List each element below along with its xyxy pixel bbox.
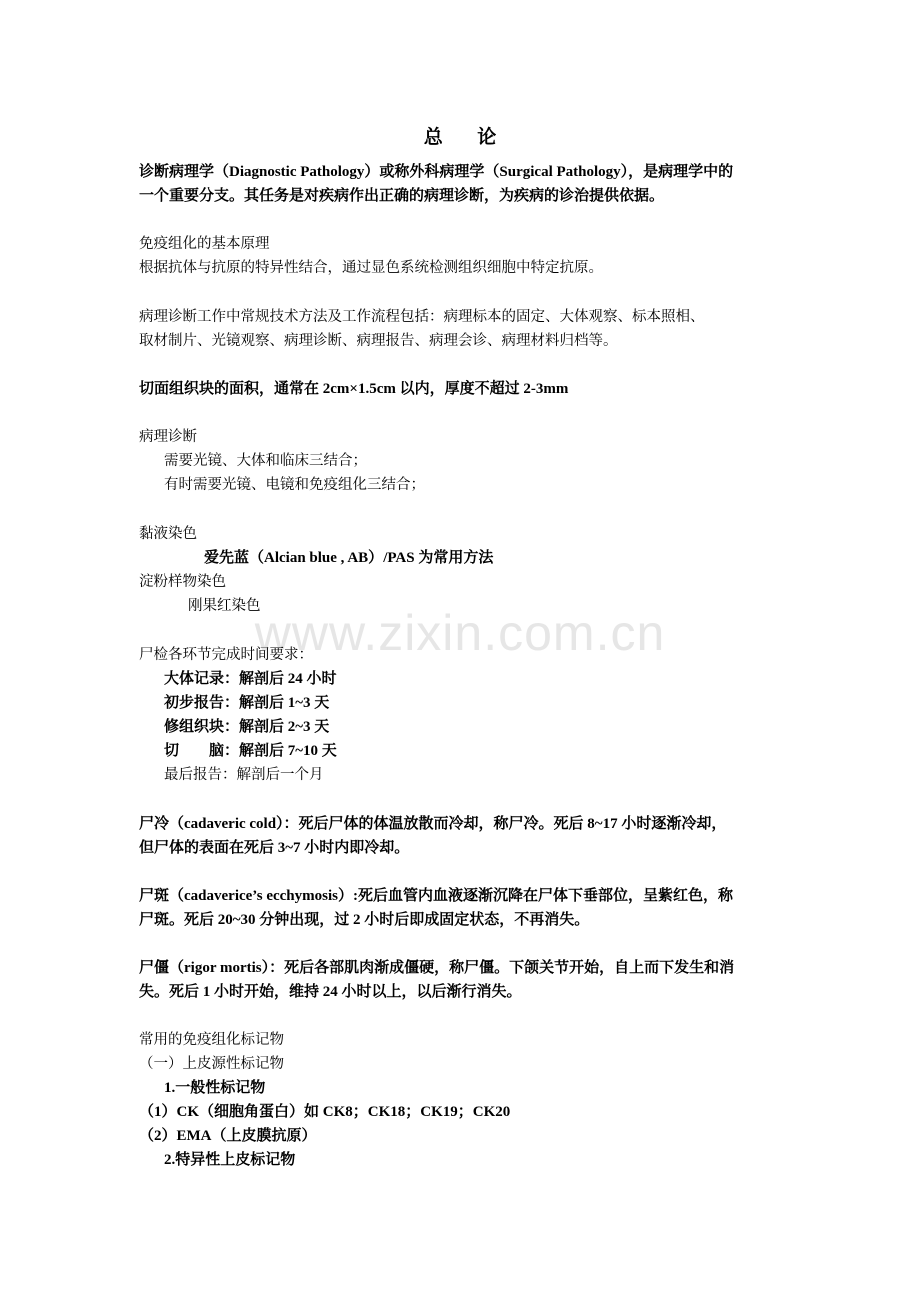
autopsy-item: 初步报告：解剖后 1~3 天	[164, 695, 330, 711]
diagnosis-heading: 病理诊断	[139, 429, 197, 445]
watermark: www.zixin.com.cn	[254, 605, 666, 661]
diagnosis-item-2: 有时需要光镜、电镜和免疫组化三结合；	[164, 477, 425, 493]
mucin-stain-heading: 黏液染色	[139, 526, 197, 542]
autopsy-item: 大体记录：解剖后 24 小时	[164, 671, 337, 687]
workflow-line-1: 病理诊断工作中常规技术方法及工作流程包括：病理标本的固定、大体观察、标本照相、	[139, 309, 705, 325]
immuno-principle-heading: 免疫组化的基本原理	[139, 236, 270, 252]
diagnosis-item-1: 需要光镜、大体和临床三结合；	[164, 453, 367, 469]
amyloid-stain-heading: 淀粉样物染色	[139, 574, 226, 590]
markers-general: 1.一般性标记物	[164, 1080, 266, 1096]
page-title: 总 论	[423, 126, 511, 148]
autopsy-item: 修组织块：解剖后 2~3 天	[164, 719, 330, 735]
workflow-line-2: 取材制片、光镜观察、病理诊断、病理报告、病理会诊、病理材料归档等。	[139, 333, 618, 349]
markers-sub-epithelial: （一）上皮源性标记物	[139, 1056, 284, 1072]
amyloid-stain-method: 刚果红染色	[188, 598, 261, 614]
intro-line-1: 诊断病理学（Diagnostic Pathology）或称外科病理学（Surgical Pathology），是病理学中的	[139, 164, 734, 180]
marker-ck: （1）CK（细胞角蛋白）如 CK8；CK18；CK19；CK20	[139, 1104, 511, 1120]
cadaveric-cold-line-1: 尸冷（cadaveric cold）：死后尸体的体温放散而冷却，称尸冷。死后 8~17 小时逐渐冷却，	[139, 816, 727, 832]
mucin-stain-method: 爱先蓝（Alcian blue , AB）/PAS 为常用方法	[204, 550, 494, 566]
ecchymosis-line-1: 尸斑（cadaverice’s ecchymosis）:死后血管内血液逐渐沉降在尸体下垂部位，呈紫红色，称	[139, 888, 733, 904]
rigor-mortis-line-1: 尸僵（rigor mortis）：死后各部肌肉渐成僵硬，称尸僵。下颌关节开始，自上而下发生和消	[139, 960, 735, 976]
autopsy-heading: 尸检各环节完成时间要求：	[139, 647, 313, 663]
tissue-block-text: 切面组织块的面积，通常在 2cm×1.5cm 以内，厚度不超过 2-3mm	[139, 381, 569, 397]
rigor-mortis-line-2: 失。死后 1 小时开始，维持 24 小时以上，以后渐行消失。	[139, 984, 522, 1000]
autopsy-item: 切 脑：解剖后 7~10 天	[164, 743, 337, 759]
markers-heading: 常用的免疫组化标记物	[139, 1032, 284, 1048]
autopsy-item: 最后报告：解剖后一个月	[164, 767, 324, 783]
markers-specific: 2.特异性上皮标记物	[164, 1152, 296, 1168]
ecchymosis-line-2: 尸斑。死后 20~30 分钟出现，过 2 小时后即成固定状态，不再消失。	[139, 912, 590, 928]
intro-line-2: 一个重要分支。其任务是对疾病作出正确的病理诊断，为疾病的诊治提供依据。	[139, 188, 665, 204]
cadaveric-cold-line-2: 但尸体的表面在死后 3~7 小时内即冷却。	[139, 840, 410, 856]
immuno-principle-text: 根据抗体与抗原的特异性结合，通过显色系统检测组织细胞中特定抗原。	[139, 260, 603, 276]
marker-ema: （2）EMA（上皮膜抗原）	[139, 1128, 317, 1144]
